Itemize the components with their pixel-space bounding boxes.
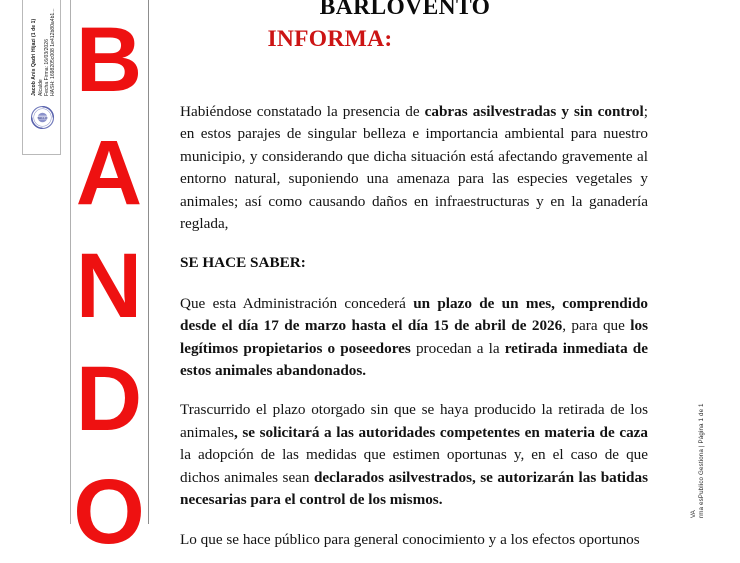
footer-gestiona-label: rma esPublico Gestiona | Página 1 de 1 (698, 403, 705, 518)
bando-letter-2: A (75, 122, 143, 224)
page-title-informa: INFORMA: (267, 26, 393, 52)
subheading-se-hace-saber: SE HACE SABER: (180, 254, 306, 272)
p2-bold-3: retirada inmediata de estos animales abandonados. (180, 339, 648, 380)
margin-divider-left (70, 0, 71, 524)
signature-signer-name: Jacob Anis Qadri Hijazi (1 de 1) (31, 18, 37, 96)
p3-bold-1: , se solicitará a las autoridades competentes en materia de caza (233, 423, 648, 441)
signature-date: Fecha Firma: 16/03/2026 (44, 39, 50, 96)
margin-divider-main (148, 0, 149, 524)
paragraph-publicacion: Lo que se hace público para general conocimiento y a los efectos oportunos (180, 530, 640, 548)
p1-bold-1: cabras asilvestradas y sin control (424, 103, 644, 120)
bando-letter-4: D (75, 348, 143, 450)
p2-text-1: Que esta Administración concederá (180, 294, 414, 312)
official-seal-icon (30, 105, 55, 130)
p2-text-3: procedan a la (410, 339, 505, 357)
page-title-city: BARLOVENTO (319, 0, 491, 20)
p1-text-1: Habiéndose constatado la presencia de (180, 103, 425, 120)
bando-letter-3: N (75, 235, 143, 337)
paragraph-constatacion (180, 101, 648, 235)
p1-text-2: ; en estos parajes de singular belleza e importancia ambiental para nuestro municipio, y considerando que dicha situación está afectando gravemente al entorno natural, suponiendo una amenaza para las especies vegetales y animales; así como causando daños en infraestructuras y en la ganadería reglada, (180, 103, 648, 233)
paragraph-plazo (180, 293, 648, 383)
body-text-container (180, 101, 648, 551)
bando-vertical-title (72, 0, 146, 563)
p2-text-2: , para que (562, 317, 631, 335)
bando-letter-1: B (75, 9, 143, 111)
signature-hash: HASH: 1698205c008 1e412b80a4b1... (50, 8, 56, 96)
bando-letter-5: O (73, 461, 145, 563)
svg-text:SELLO: SELLO (37, 115, 48, 120)
paragraph-trascurrido (180, 399, 648, 511)
signature-text-group (23, 0, 62, 99)
p3-text-2: la adopción de las medidas que estimen oportunas y, en el caso de que dichos animales sean (180, 446, 648, 486)
p3-text-1: Trascurrido el plazo otorgado sin que se haya producido la retirada de los animales (180, 401, 648, 441)
signature-signer-role: Alcalde (38, 79, 44, 96)
p3-bold-2: declarados asilvestrados, se autorizarán las batidas necesarias para el control de los mismos. (180, 468, 648, 509)
document-body-column (155, 0, 675, 548)
digital-signature-panel (22, 0, 61, 155)
p2-bold-1: un plazo de un mes, comprendido desde el día 17 de marzo hasta el día 15 de abril de 2026 (180, 294, 648, 335)
footer-vertical-metadata (690, 0, 740, 524)
p2-bold-2: los legítimos propietarios o poseedores (180, 317, 649, 357)
footer-secondary-label: VA (690, 510, 697, 518)
